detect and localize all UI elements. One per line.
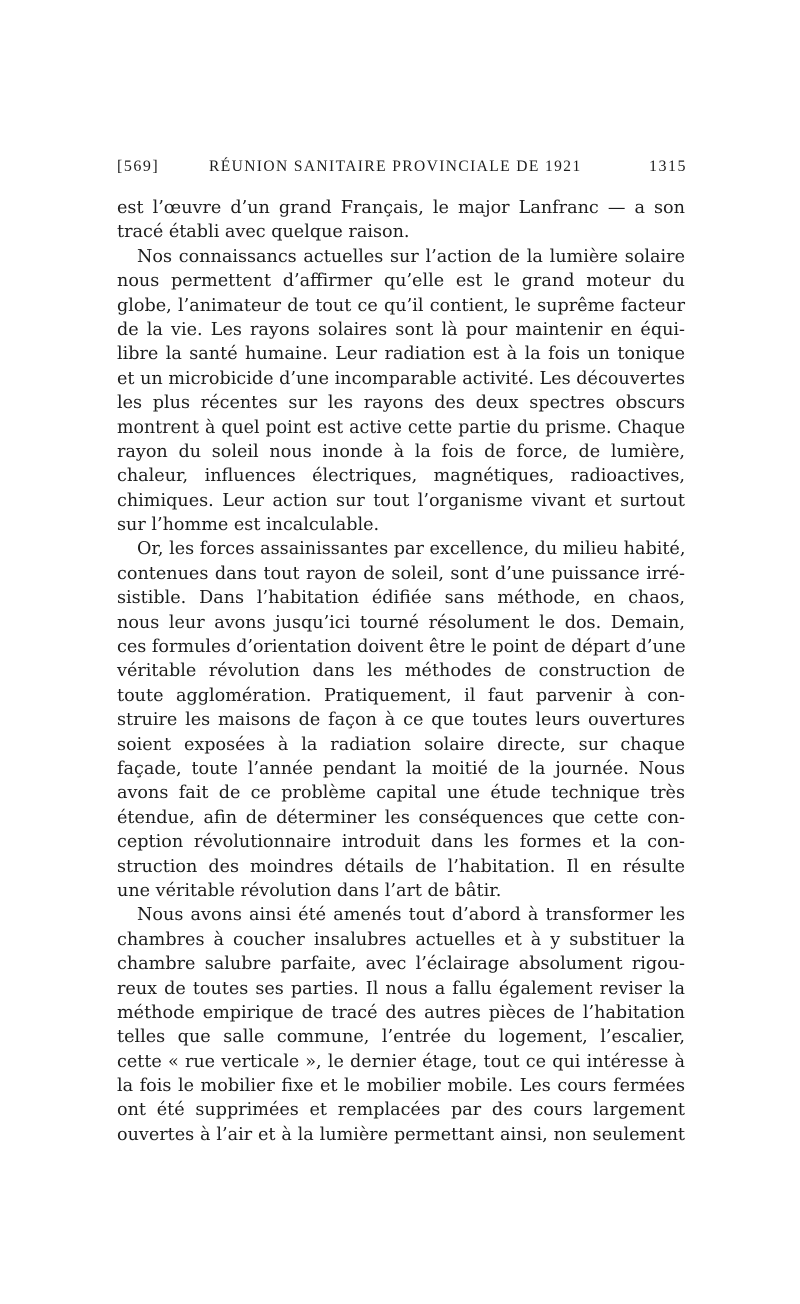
text-line: avons fait de ce problème capital une étude technique très — [117, 783, 685, 804]
text-line: globe, l’animateur de tout ce qu’il contient, le suprême facteur — [117, 295, 685, 316]
text-line: toute agglomération. Pratiquement, il faut parvenir à con- — [117, 685, 685, 706]
text-line: et un microbicide d’une incomparable activité. Les découvertes — [117, 368, 685, 389]
text-line: reux de toutes ses parties. Il nous a fallu également reviser la — [117, 978, 685, 999]
section-reference: [569] — [117, 158, 160, 175]
text-line: contenues dans tout rayon de soleil, sont d’une puissance irré- — [117, 563, 685, 584]
text-line: Nous avons ainsi été amenés tout d’abord à transformer les — [137, 905, 685, 926]
text-line: tracé établi avec quelque raison. — [117, 222, 410, 243]
text-line: Nos connaissancs actuelles sur l’action de la lumière solaire — [137, 246, 685, 267]
text-line: étendue, afin de déterminer les conséquences que cette con- — [117, 807, 685, 828]
text-line: rayon du soleil nous inonde à la fois de force, de lumière, — [117, 441, 685, 462]
text-line: struction des moindres détails de l’habitation. Il en résulte — [117, 856, 685, 877]
text-line: est l’œuvre d’un grand Français, le major Lanfranc — a son — [117, 198, 685, 218]
text-line: nous leur avons jusqu’ici tourné résolument le dos. Demain, — [117, 612, 685, 633]
text-line: montrent à quel point est active cette partie du prisme. Chaque — [117, 417, 685, 438]
text-line: une véritable révolution dans l’art de bâtir. — [117, 880, 502, 901]
text-line: sistible. Dans l’habitation édifiée sans méthode, en chaos, — [117, 588, 685, 609]
text-line: ces formules d’orientation doivent être le point de départ d’une — [117, 637, 686, 658]
text-line: ont été supprimées et remplacées par des cours largement — [117, 1100, 685, 1121]
text-line: la fois le mobilier fixe et le mobilier mobile. Les cours fermées — [117, 1076, 685, 1097]
text-line: nous permettent d’affirmer qu’elle est le grand moteur du — [117, 271, 685, 292]
text-line: ouvertes à l’air et à la lumière permettant ainsi, non seulement — [117, 1124, 685, 1145]
text-line: chaleur, influences électriques, magnétiques, radioactives, — [117, 466, 685, 487]
text-line: struire les maisons de façon à ce que toutes leurs ouvertures — [117, 710, 685, 731]
page-number: 1315 — [649, 158, 687, 175]
body-text — [117, 196, 685, 1147]
text-line: chambre salubre parfaite, avec l’éclairage absolument rigou- — [117, 954, 685, 975]
text-line: sur l’homme est incalculable. — [117, 515, 380, 536]
running-title: RÉUNION SANITAIRE PROVINCIALE DE 1921 — [209, 158, 582, 175]
text-line: soient exposées à la radiation solaire directe, sur chaque — [117, 734, 685, 755]
text-line: cette « rue verticale », le dernier étage, tout ce qui intéresse à — [117, 1051, 685, 1072]
text-line: chimiques. Leur action sur tout l’organisme vivant et surtout — [117, 490, 685, 511]
text-line: chambres à coucher insalubres actuelles et à y substituer la — [117, 929, 685, 950]
text-line: de la vie. Les rayons solaires sont là pour maintenir en équi- — [117, 319, 685, 340]
text-line: méthode empirique de tracé des autres pièces de l’habitation — [117, 1002, 685, 1023]
text-line: ception révolutionnaire introduit dans les formes et la con- — [117, 832, 685, 853]
text-line: les plus récentes sur les rayons des deux spectres obscurs — [117, 393, 685, 414]
text-line: façade, toute l’année pendant la moitié de la journée. Nous — [117, 758, 685, 779]
text-line: véritable révolution dans les méthodes de construction de — [117, 661, 685, 682]
text-line: Or, les forces assainissantes par excellence, du milieu habité, — [137, 539, 686, 560]
text-line: libre la santé humaine. Leur radiation est à la fois un tonique — [117, 344, 685, 365]
text-line: telles que salle commune, l’entrée du logement, l’escalier, — [117, 1027, 685, 1048]
running-head — [117, 158, 687, 182]
